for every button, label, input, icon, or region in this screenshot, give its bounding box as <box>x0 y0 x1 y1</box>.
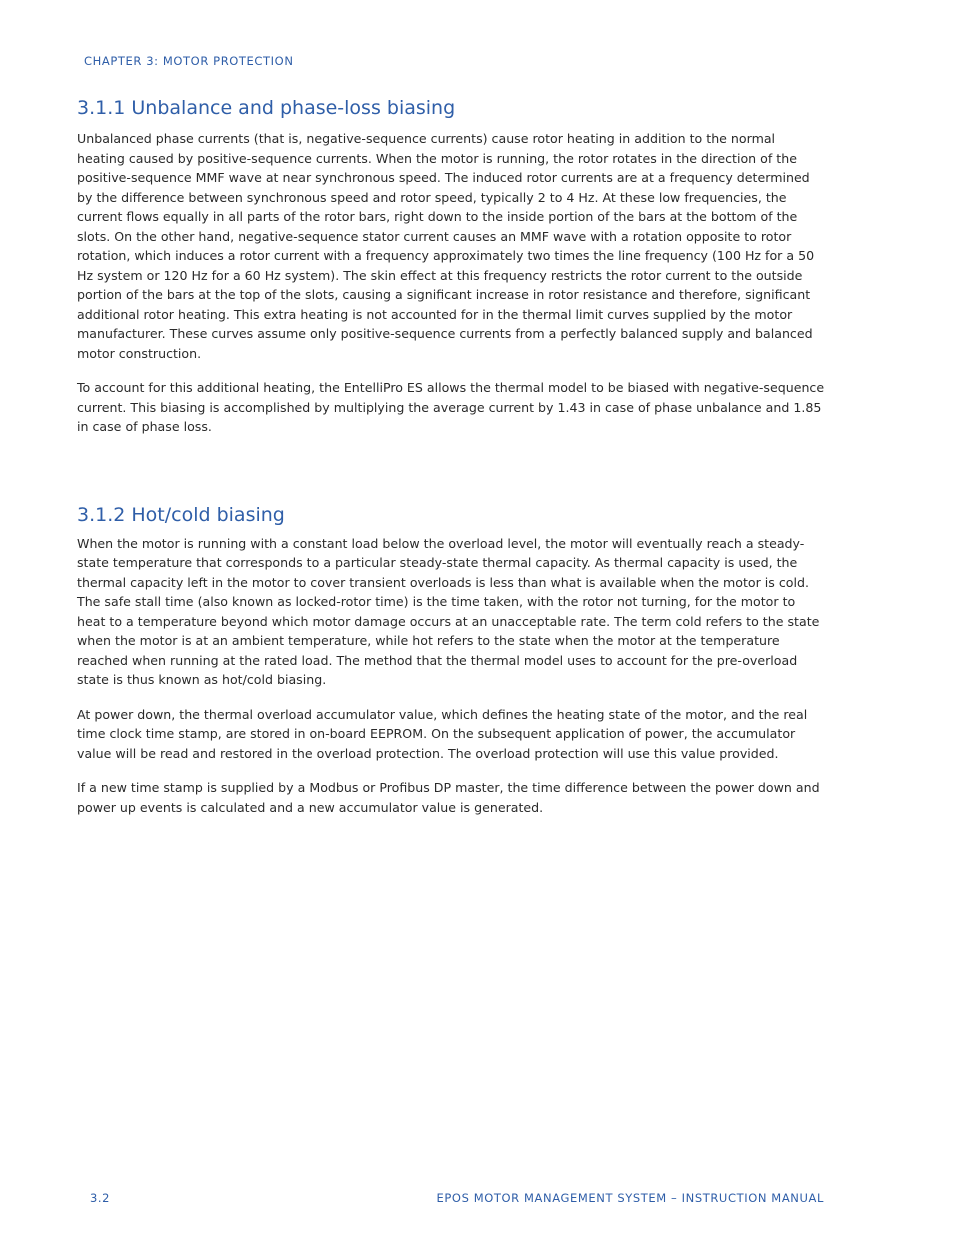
page-number: 3.2 <box>90 1191 111 1205</box>
body-paragraph: If a new time stamp is supplied by a Modbus or Profibus DP master, the time difference between the power down and power up events is calculated and a new accumulator value is generated. <box>77 780 820 815</box>
body-paragraph: Unbalanced phase currents (that is, negative-sequence currents) cause rotor heating in addition to the normal heating caused by positive-sequence currents. When the motor is running, the rotor rotates in the direction of the positive-sequence MMF wave at near synchronous speed. The induced rotor currents are at a frequency determined by the difference between synchronous speed and rotor speed, typically 2 to 4 Hz. At these low frequencies, the current flows equally in all parts of the rotor bars, right down to the inside portion of the bars at the bottom of the slots. On the other hand, negative-sequence stator current causes an MMF wave with a rotation opposite to rotor rotation, which induces a rotor current with a frequency approximately two times the line frequency (100 Hz for a 50 Hz system or 120 Hz for a 60 Hz system). The skin effect at this frequency restricts the rotor current to the outside portion of the bars at the top of the slots, causing a significant increase in rotor resistance and therefore, significant additional rotor heating. This extra heating is not accounted for in the thermal limit curves supplied by the motor manufacturer. These curves assume only positive-sequence currents from a perfectly balanced supply and balanced motor construction. <box>77 131 815 361</box>
page-content <box>77 95 825 817</box>
footer-manual-title: EPOS MOTOR MANAGEMENT SYSTEM – INSTRUCTION MANUAL <box>436 1191 824 1205</box>
body-paragraph: When the motor is running with a constant load below the overload level, the motor will eventually reach a steady-state temperature that corresponds to a particular steady-state thermal capacity. As thermal capacity is used, the thermal capacity left in the motor to cover transient overloads is less than what is available when the motor is cold. The safe stall time (also known as locked-rotor time) is the time taken, with the rotor not turning, for the motor to heat to a temperature beyond which motor damage occurs at an unacceptable rate. The term cold refers to the state when the motor is at an ambient temperature, while hot refers to the state when the motor at the temperature reached when running at the rated load. The method that the thermal model uses to account for the pre-overload state is thus known as hot/cold biasing. <box>77 535 820 687</box>
body-paragraph: At power down, the thermal overload accumulator value, which defines the heating state of the motor, and the real time clock time stamp, are stored in on-board EEPROM. On the subsequent application of power, the accumulator value will be read and restored in the overload protection. The overload protection will use this value provided. <box>77 706 808 761</box>
section-title-hot-cold-biasing: 3.1.2 Hot/cold biasing <box>77 503 285 526</box>
body-paragraph: To account for this additional heating, the EntelliPro ES allows the thermal model to be biased with negative-sequence current. This biasing is accomplished by multiplying the average current by 1.43 in case of phase unbalance and 1.85 in case of phase loss. <box>77 380 825 434</box>
running-header-chapter: CHAPTER 3: MOTOR PROTECTION <box>84 54 294 68</box>
section-title-unbalance-biasing: 3.1.1 Unbalance and phase-loss biasing <box>77 97 456 119</box>
